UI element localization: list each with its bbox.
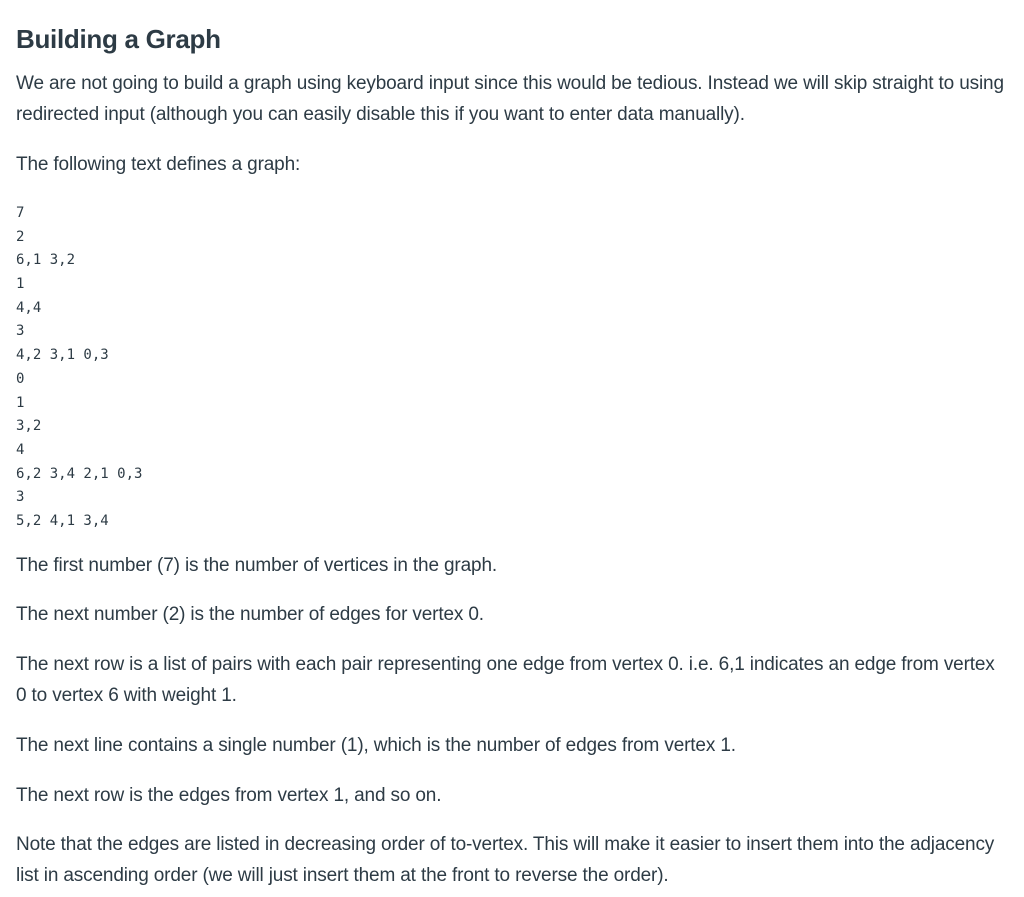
explanation-paragraph: The next row is a list of pairs with each pair representing one edge from vertex 0. i.e. 6,1 indicates an edge from vertex 0 to vertex 6 with weight 1. [16,654,995,706]
code-line: 4 [16,441,25,458]
code-line: 3 [16,323,25,340]
code-line: 4,2 3,1 0,3 [16,347,109,364]
code-line: 1 [16,394,25,411]
page-title: Building a Graph [16,24,221,54]
code-line: 6,2 3,4 2,1 0,3 [16,465,143,482]
explanation-paragraph: The next line contains a single number (1), which is the number of edges from vertex 1. [16,735,736,756]
code-line: 5,2 4,1 3,4 [16,512,109,529]
code-line: 2 [16,228,25,245]
explanation-paragraph: The next number (2) is the number of edges for vertex 0. [16,604,484,625]
explanation-paragraph: Note that the edges are listed in decreasing order of to-vertex. This will make it easier to insert them into the adjacency list in ascending order (we will just insert them at the front to reverse the order). [16,834,995,886]
code-line: 4,4 [16,299,42,316]
code-line: 1 [16,276,25,293]
code-line: 3,2 [16,418,42,435]
code-line: 0 [16,370,25,387]
explanation-paragraph: The first number (7) is the number of vertices in the graph. [16,555,497,576]
explanation-paragraph: The next row is the edges from vertex 1, and so on. [16,785,442,806]
code-line: 6,1 3,2 [16,252,76,269]
code-line: 3 [16,489,25,506]
graph-definition-code [16,202,142,534]
intro-paragraph: We are not going to build a graph using keyboard input since this would be tedious. Instead we will skip straight to using redirected input (although you can easily disable this if you want to enter data manually). [16,73,1004,125]
lead-paragraph: The following text defines a graph: [16,154,301,175]
code-line: 7 [16,205,25,221]
